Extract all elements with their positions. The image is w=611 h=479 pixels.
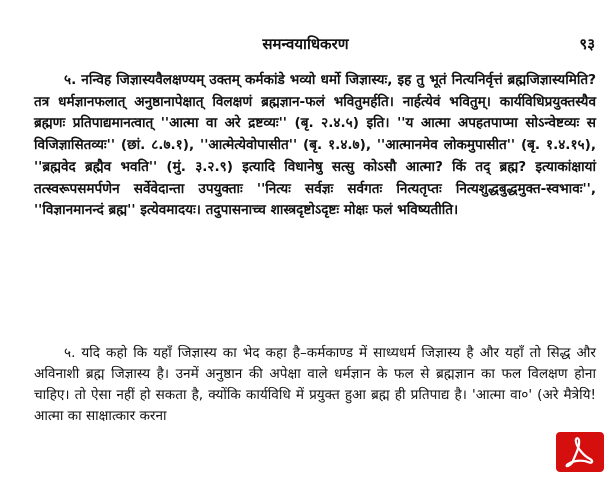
- chapter-title: समन्वयाधिकरण: [262, 35, 349, 53]
- hindi-paragraph: ५. यदि कहो कि यहाँ जिज्ञास्य का भेद कहा है–कर्मकाण्ड में साध्यधर्म जिज्ञास्य है और यहाँ तो सिद्ध और अविनाशी ब्रह्म जिज्ञास्य है। उनमें अनुष्ठान की अपेक्षा वाले धर्मज्ञान के फल से ब्रह्मज्ञान का फल विलक्षण होना चाहिए। तो ऐसा नहीं हो सकता है, क्योंकि कार्यविधि में प्रयुक्त हुआ ब्रह्म ही प्रतिपाद्य है। 'आत्मा वा०' (अरे मैत्रेयि! आत्मा का साक्षात्कार करना: [34, 345, 596, 424]
- page-number: ९३: [579, 35, 595, 53]
- sanskrit-paragraph: ५. नन्विह जिज्ञास्यवैलक्षण्यम् उक्तम् कर्मकांडे भव्यो धर्मो जिज्ञास्यः, इह तु भूतं नित्यनिर्वृत्तं ब्रह्मजिज्ञास्यमिति? तत्र धर्मज्ञानफलात् अनुष्ठानापेक्षात् विलक्षणं ब्रह्मज्ञान-फलं भवितुमर्हति। नार्हत्येवं भवितुम्। कार्यविधिप्रयुक्तस्यैव ब्रह्मणः प्रतिपाद्यमानत्वात् ''आत्मा वा अरे द्रष्टव्यः'' (बृ. २.४.५) इति। ''य आत्मा अपहतपाप्मा सोऽन्वेष्टव्यः स विजिज्ञासितव्यः'' (छां. ८.७.१), ''आत्मेत्येवोपासीत'' (बृ. १.४.७), ''आत्मानमेव लोकमुपासीत'' (बृ. १.४.१५), ''ब्रह्मवेद ब्रह्मैव भवति'' (मुं. ३.२.९) इत्यादि विधानेषु सत्सु कोऽसौ आत्मा? किं तद् ब्रह्म? इत्याकांक्षायां तत्स्वरूपसमर्पणेन सर्वेवेदान्ता उपयुक्ताः ''नित्यः सर्वज्ञः सर्वगतः नित्यतृप्तः नित्यशुद्धबुद्धमुक्त-स्वभावः'', ''विज्ञानमानन्दं ब्रह्म'' इत्येवमादयः। तदुपासनाच्च शास्त्रदृष्टोऽदृष्टः मोक्षः फलं भविष्यतीति।: [34, 72, 596, 219]
- pdf-icon[interactable]: [556, 432, 604, 472]
- pdf-glyph-icon: [556, 432, 604, 472]
- page-header: [0, 34, 611, 54]
